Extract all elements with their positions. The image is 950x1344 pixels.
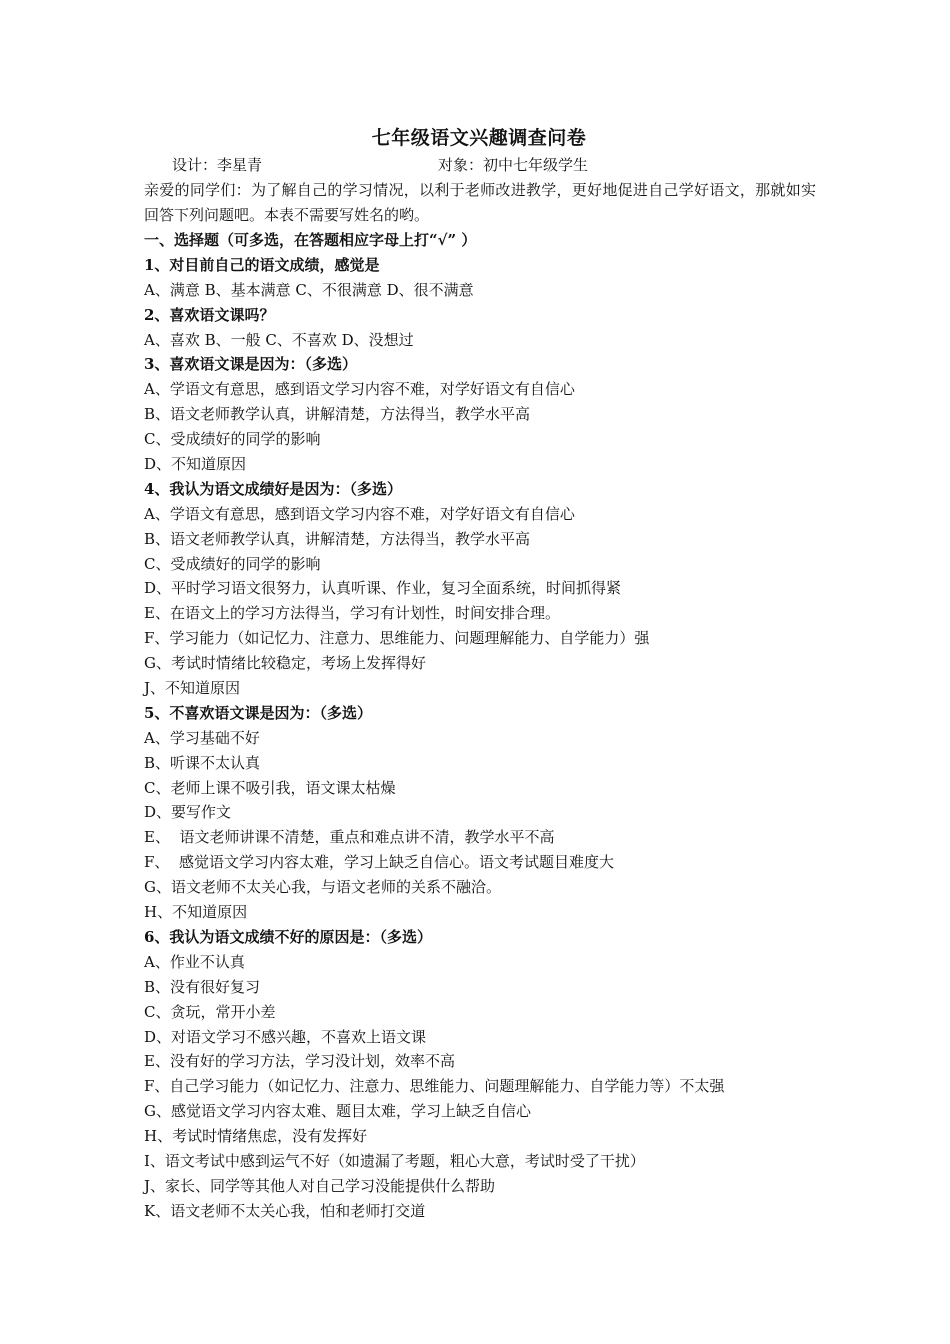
question-4-option-e: E、在语文上的学习方法得当，学习有计划性，时间安排合理。 <box>144 604 560 623</box>
question-1-prompt: 1、对目前自己的语文成绩，感觉是 <box>144 255 380 274</box>
question-6-prompt: 6、我认为语文成绩不好的原因是：（多选） <box>144 927 432 946</box>
question-3-option-d: D、不知道原因 <box>144 455 247 474</box>
question-6-option-g: G、感觉语文学习内容太难、题目太难，学习上缺乏自信心 <box>144 1102 531 1121</box>
question-5-option-a: A、学习基础不好 <box>144 728 260 747</box>
section-heading: 一、选择题（可多选，在答题相应字母上打“√” ） <box>144 231 477 249</box>
question-3-option-c: C、受成绩好的同学的影响 <box>144 430 321 449</box>
question-1-options: A、满意 B、基本满意 C、不很满意 D、很不满意 <box>144 280 474 299</box>
question-5-option-g: G、语文老师不太关心我，与语文老师的关系不融洽。 <box>144 878 501 897</box>
question-6-option-h: H、考试时情绪焦虑，没有发挥好 <box>144 1127 368 1146</box>
question-4-prompt: 4、我认为语文成绩好是因为：（多选） <box>144 479 402 498</box>
question-4-option-g: G、考试时情绪比较稳定，考场上发挥得好 <box>144 654 426 673</box>
question-5-option-e: E、 语文老师讲课不清楚，重点和难点讲不清，教学水平不高 <box>144 828 555 847</box>
intro-paragraph: 亲爱的同学们：为了解自己的学习情况，以利于老师改进教学，更好地促进自己学好语文，那就如实回答下列问题吧。本表不需要写姓名的哟。 <box>144 181 816 224</box>
question-4-option-b: B、语文老师教学认真，讲解清楚，方法得当，教学水平高 <box>144 529 531 548</box>
question-5-option-f: F、 感觉语文学习内容太难，学习上缺乏自信心。语文考试题目难度大 <box>144 853 614 872</box>
question-4-option-f: F、学习能力（如记忆力、注意力、思维能力、问题理解能力、自学能力）强 <box>144 629 650 648</box>
question-4-option-a: A、学语文有意思，感到语文学习内容不难，对学好语文有自信心 <box>144 504 575 523</box>
question-4-option-j: J、不知道原因 <box>144 679 241 698</box>
question-6-option-d: D、对语文学习不感兴趣，不喜欢上语文课 <box>144 1027 427 1046</box>
question-3-option-b: B、语文老师教学认真，讲解清楚，方法得当，教学水平高 <box>144 405 531 424</box>
question-2-prompt: 2、喜欢语文课吗？ <box>144 305 275 324</box>
question-3-prompt: 3、喜欢语文课是因为：（多选） <box>144 355 357 374</box>
question-6-option-e: E、没有好的学习方法，学习没计划，效率不高 <box>144 1052 455 1071</box>
question-5-option-d: D、要写作文 <box>144 803 232 822</box>
question-2-options: A、喜欢 B、一般 C、不喜欢 D、没想过 <box>144 330 414 349</box>
question-6-option-i: I、语文考试中感到运气不好（如遗漏了考题，粗心大意，考试时受了干扰） <box>144 1151 645 1170</box>
designer-label: 设计：李星青 <box>172 156 263 174</box>
question-6-option-j: J、家长、同学等其他人对自己学习没能提供什么帮助 <box>144 1176 496 1195</box>
question-6-option-b: B、没有很好复习 <box>144 977 261 996</box>
question-3-option-a: A、学语文有意思，感到语文学习内容不难，对学好语文有自信心 <box>144 380 575 399</box>
questionnaire <box>144 124 824 1224</box>
question-5-option-c: C、老师上课不吸引我，语文课太枯燥 <box>144 778 396 797</box>
question-6-option-k: K、语文老师不太关心我，怕和老师打交道 <box>144 1201 426 1220</box>
question-6-option-f: F、自己学习能力（如记忆力、注意力、思维能力、问题理解能力、自学能力等）不太强 <box>144 1077 725 1096</box>
question-6-option-c: C、贪玩，常开小差 <box>144 1002 276 1021</box>
page-title: 七年级语文兴趣调查问卷 <box>371 127 587 149</box>
question-5-prompt: 5、不喜欢语文课是因为：（多选） <box>144 703 372 722</box>
meta-row <box>144 153 824 178</box>
question-5-option-b: B、听课不太认真 <box>144 753 261 772</box>
question-4-option-c: C、受成绩好的同学的影响 <box>144 554 321 573</box>
target-audience-label: 对象：初中七年级学生 <box>438 156 589 174</box>
question-6-option-a: A、作业不认真 <box>144 952 245 971</box>
question-4-option-d: D、平时学习语文很努力，认真听课、作业，复习全面系统，时间抓得紧 <box>144 579 622 598</box>
question-5-option-h: H、不知道原因 <box>144 903 248 922</box>
